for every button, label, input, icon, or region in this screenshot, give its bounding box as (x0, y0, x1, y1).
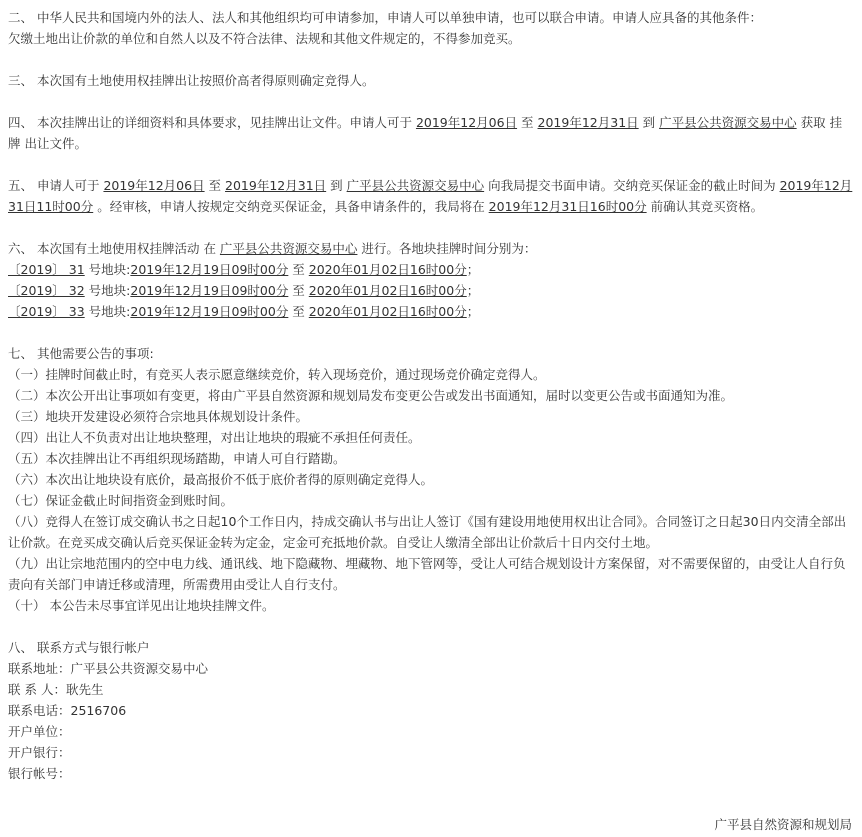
contact-phone: 联系电话：2516706 (8, 703, 127, 718)
contact-address: 联系地址：广平县公共资源交易中心 (8, 661, 209, 676)
section-5-para (8, 175, 854, 217)
s4-post: 获取 挂牌 出让文件。 (8, 115, 843, 151)
plot-to: 至 (288, 304, 309, 319)
list-item: （三）地块开发建设必须符合宗地具体规划设计条件。 (8, 409, 309, 424)
section-4-para (8, 112, 854, 154)
plot-start: 2019年12月19日09时00分 (130, 304, 289, 319)
list-item: （五）本次挂牌出让不再组织现场踏勘，申请人可自行踏勘。 (8, 451, 346, 466)
s5-place: 广平县公共资源交易中心 (346, 178, 485, 193)
s6-pre: 六、 本次国有土地使用权挂牌活动 在 (8, 241, 220, 256)
section-7-title: 七、 其他需要公告的事项: (8, 346, 154, 361)
plot-to: 至 (288, 283, 309, 298)
plot-label: 号地块: (84, 283, 131, 298)
s4-to2: 到 (638, 115, 660, 130)
s4-to1: 至 (517, 115, 538, 130)
account-unit: 开户单位： (8, 724, 71, 739)
s5-mid: 向我局提交书面申请。交纳竞买保证金的截止时间为 (484, 178, 780, 193)
s6-place: 广平县公共资源交易中心 (219, 241, 358, 256)
s4-place: 广平县公共资源交易中心 (659, 115, 797, 130)
plot-row (8, 301, 854, 322)
account-bank: 开户银行： (8, 745, 71, 760)
s5-to1: 至 (204, 178, 226, 193)
plot-end: 2020年01月02日16时00分 (308, 262, 467, 277)
section-8-title: 八、 联系方式与银行帐户 (8, 640, 150, 655)
section-2-text: 二、 中华人民共和国境内外的法人、法人和其他组织均可申请参加，申请人可以单独申请，也可以联合申请。申请人应具备的其他条件： (8, 10, 762, 25)
plot-row (8, 259, 854, 280)
s4-pre: 四、 本次挂牌出让的详细资料和具体要求，见挂牌出让文件。申请人可于 (8, 115, 416, 130)
plot-to: 至 (288, 262, 309, 277)
plot-start: 2019年12月19日09时00分 (130, 283, 289, 298)
section-3-para: 三、 本次国有土地使用权挂牌出让按照价高者得原则确定竞得人。 (8, 73, 375, 88)
s5-mid2: 。经审核，申请人按规定交纳竞买保证金，具备申请条件的，我局将在 (93, 199, 489, 214)
s5-to2: 到 (326, 178, 347, 193)
s4-end-date: 2019年12月31日 (537, 115, 639, 130)
plot-sep: ； (466, 262, 480, 277)
plot-sep: ； (466, 304, 480, 319)
plot-label: 号地块: (84, 262, 131, 277)
plot-end: 2020年01月02日16时00分 (308, 304, 467, 319)
list-item: （八）竞得人在签订成交确认书之日起10个工作日内，持成交确认书与出让人签订《国有建设用地使用权出让合同》。合同签订之日起30日内交清全部出让价款。在竞买成交确认后竞买保证金转为定金，定金可充抵地价款。自受让人缴清全部出让价款后十日内交付土地。 (8, 514, 847, 550)
list-item: （七）保证金截止时间指资金到账时间。 (8, 493, 234, 508)
s5-post: 前确认其竞买资格。 (646, 199, 764, 214)
plot-code: 〔2019〕 33 (8, 304, 85, 319)
plot-code: 〔2019〕 31 (8, 262, 85, 277)
list-item: （四）出让人不负责对出让地块整理，对出让地块的瑕疵不承担任何责任。 (8, 430, 421, 445)
contact-person: 联 系 人：耿先生 (8, 682, 104, 697)
plot-start: 2019年12月19日09时00分 (130, 262, 289, 277)
plot-code: 〔2019〕 32 (8, 283, 85, 298)
s5-pre: 五、 申请人可于 (8, 178, 104, 193)
list-item: （九）出让宗地范围内的空中电力线、通讯线、地下隐藏物、埋藏物、地下管网等，受让人可结合规划设计方案保留，对不需要保留的，由受让人自行负责向有关部门申请迁移或清理，所需费用由受让人自行支付。 (8, 556, 846, 592)
s5-end-date: 2019年12月31日 (225, 178, 327, 193)
list-item: （十） 本公告未尽事宜详见出让地块挂牌文件。 (8, 598, 275, 613)
signature: 广平县自然资源和规划局 (714, 817, 852, 832)
plot-row (8, 280, 854, 301)
plot-end: 2020年01月02日16时00分 (308, 283, 467, 298)
s5-start-date: 2019年12月06日 (103, 178, 205, 193)
plot-sep: ； (466, 283, 480, 298)
section-2-para (8, 7, 854, 28)
s5-confirm-time: 2019年12月31日16时00分 (488, 199, 647, 214)
list-item: （二）本次公开出让事项如有变更，将由广平县自然资源和规划局发布变更公告或发出书面通知，届时以变更公告或书面通知为准。 (8, 388, 734, 403)
account-number: 银行帐号： (8, 766, 71, 781)
s5-deposit-deadline: 2019年12月31日11时00分 (8, 178, 853, 214)
plot-label: 号地块: (84, 304, 131, 319)
list-item: （六）本次出让地块设有底价，最高报价不低于底价者得的原则确定竞得人。 (8, 472, 434, 487)
list-item: （一）挂牌时间截止时，有竞买人表示愿意继续竞价，转入现场竞价，通过现场竞价确定竞得人。 (8, 367, 546, 382)
s4-start-date: 2019年12月06日 (415, 115, 518, 130)
section-6-para (8, 238, 854, 259)
section-2-line2: 欠缴土地出让价款的单位和自然人以及不符合法律、法规和其他文件规定的，不得参加竞买。 (8, 31, 521, 46)
s6-post: 进行。各地块挂牌时间分别为： (357, 241, 537, 256)
